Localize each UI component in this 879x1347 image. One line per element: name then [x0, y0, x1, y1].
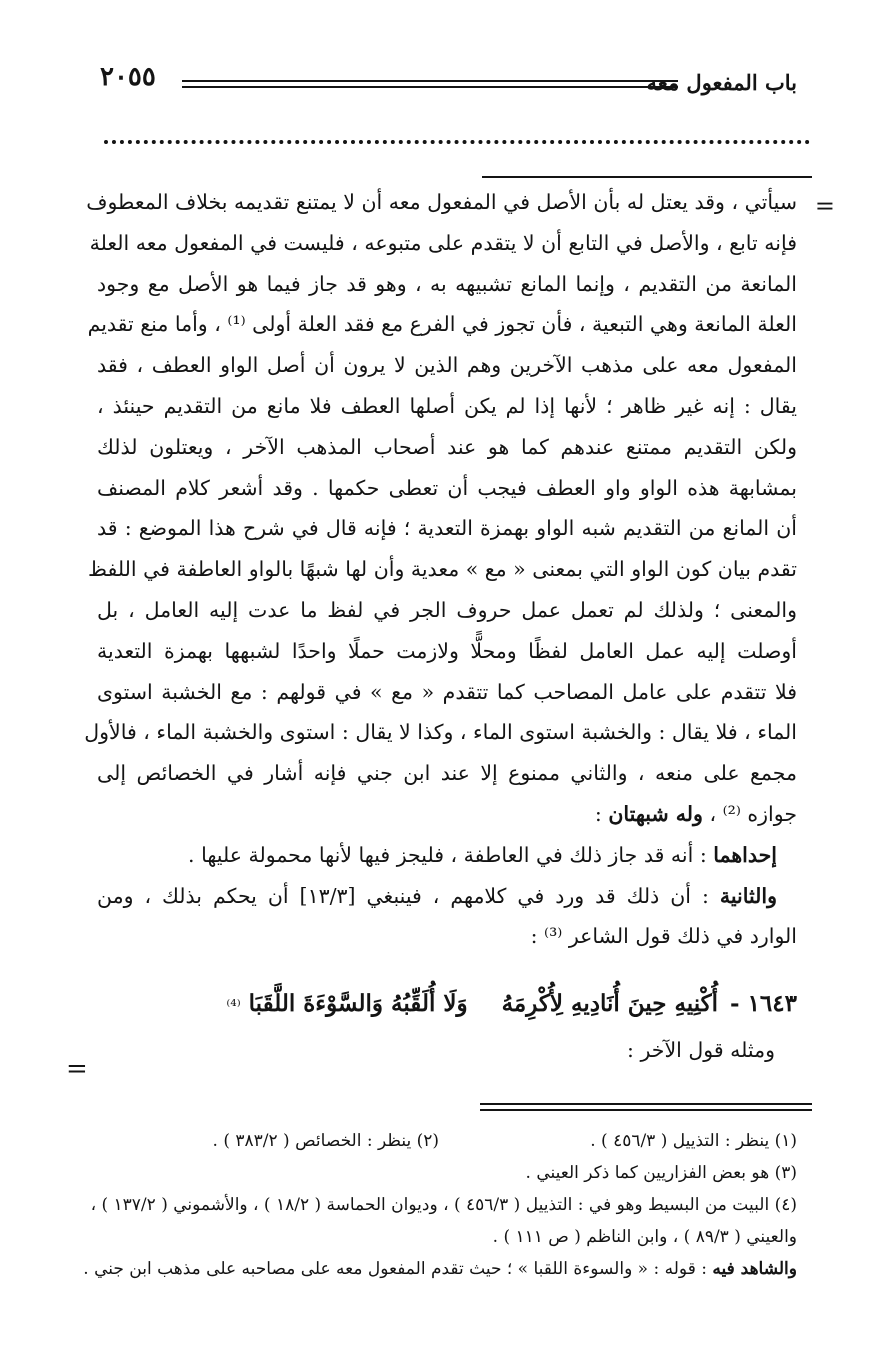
page-number: ٢٠٥٥ — [100, 62, 156, 92]
header-rule — [182, 80, 678, 82]
body-text-run: جوازه ⁽²⁾ ، — [702, 801, 797, 826]
bold-lead-word: والثانية — [719, 883, 777, 908]
body-line: المانعة من التقديم ، وإنما المانع تشبيهه به ، وهو قد جاز فيما هو الأصل مع وجود — [97, 271, 797, 296]
body-line: فلا تتقدم على عامل المصاحب كما تتقدم « مع » في قولهم : مع الخشبة استوى — [97, 679, 797, 704]
body-line: سيأتي ، وقد يعتل له بأن الأصل في المفعول معه أن لا يمتنع تقديمه بخلاف المعطوف — [86, 190, 797, 214]
body-line: ومثله قول الآخر : — [627, 1038, 775, 1062]
footnote-text-run: : قوله : « والسوءة اللقبا » ؛ حيث تقدم المفعول معه على مصاحبه على مذهب ابن جني . — [83, 1259, 713, 1279]
body-line: مجمع على منعه ، والثاني ممنوع إلا عند ابن جني فإنه أشار في الخصائص إلى — [97, 761, 797, 786]
continuation-rule — [482, 176, 812, 178]
bold-phrase: وله شبهتان — [608, 801, 703, 826]
footnote-2: (٢) ينظر : الخصائص ( ٣٨٣/٢ ) . — [212, 1131, 439, 1151]
verse-second-hemistich: وَلَا أُلَقِّبُهُ وَالسَّوْءَةَ اللَّقَبَا — [248, 990, 468, 1017]
body-line: العلة المانعة وهي التبعية ، فأن تجوز في الفرع مع فقد العلة أولى ⁽¹⁾ ، وأما منع تقديم — [87, 312, 797, 337]
body-line: بمشابهة هذه الواو واو العطف فيجب أن تعطى حكمها . وقد أشعر كلام المصنف — [97, 475, 797, 500]
dotted-separator — [104, 140, 810, 144]
bold-lead-word: والشاهد فيه — [712, 1259, 797, 1279]
body-text — [84, 182, 797, 957]
body-line: أوصلت إليه عمل العامل لفظًا ومحلًّا ولازمت حملًا واحدًا لشبهها بهمزة التعدية — [97, 638, 797, 663]
footnote-3: (٣) هو بعض الفزاريين كما ذكر العيني . — [525, 1163, 797, 1183]
footnote-witness — [83, 1254, 797, 1284]
verse-first-hemistich: أُكْنِيهِ حِينَ أُنَادِيهِ لِأُكْرِمَهُ — [501, 990, 719, 1017]
body-line: الوارد في ذلك قول الشاعر ⁽³⁾ : — [530, 924, 797, 949]
continuation-mark: = — [814, 192, 835, 220]
continuation-mark-bottom: = — [66, 1054, 88, 1084]
body-text-run: : أن ذلك قد ورد في كلامهم ، فينبغي [١٣/٣] أن يحكم بذلك ، ومن — [97, 883, 720, 908]
body-line: ولكن التقديم ممتنع عندهم كما هو عند أصحاب المذهب الآخر ، ويعتلون لذلك — [97, 434, 797, 459]
body-line: الماء ، فلا يقال : والخشبة استوى الماء ، وكذا لا يقال : استوى والخشبة الماء ، فالأول — [84, 720, 797, 745]
footnote-rule-double — [480, 1109, 812, 1111]
body-line: يقال : إنه غير ظاهر ؛ لأنها إذا لم يكن أصلها العطف فلا مانع من التقديم حينئذ ، — [97, 393, 797, 418]
paragraph-second-doubt — [97, 876, 797, 917]
footnote-1: (١) ينظر : التذييل ( ٤٥٦/٣ ) . — [590, 1131, 797, 1151]
footnote-rule — [480, 1103, 812, 1105]
verse-number: ١٦٤٣ - — [730, 990, 797, 1017]
header-rule-double — [182, 86, 678, 88]
body-text-run: : أنه قد جاز ذلك في العاطفة ، فليجز فيها لأنها محمولة عليها . — [188, 842, 714, 867]
footnote-4: (٤) البيت من البسيط وهو في : التذييل ( ٤٥٦/٣ ) ، وديوان الحماسة ( ١٨/٢ ) ، والأشموني ( ١٣٧/٢ ) ، — [90, 1195, 797, 1215]
body-line-last — [97, 794, 797, 835]
running-header-title: باب المفعول معه — [646, 70, 797, 95]
body-line: أن المانع من التقديم شبه الواو بهمزة التعدية ؛ فإنه قال في شرح هذا الموضع : قد — [97, 516, 797, 541]
body-line: والمعنى ؛ ولذلك لم تعمل عمل حروف الجر في لفظ ما عدت إليه العامل ، بل — [97, 597, 797, 622]
paragraph-first-doubt — [97, 835, 797, 876]
body-line: فإنه تابع ، والأصل في التابع أن لا يتقدم على متبوعه ، فليست في المفعول معه العلة — [89, 230, 797, 255]
body-line: تقدم بيان كون الواو التي بمعنى « مع » معدية وأن لها شبهًا بالواو العاطفة في اللفظ — [88, 557, 797, 582]
footnote-4-continued: والعيني ( ٨٩/٣ ) ، وابن الناظم ( ص ١١١ ) . — [492, 1227, 797, 1247]
body-text-run: : — [594, 801, 609, 826]
verse-line — [97, 990, 797, 1017]
verse-footnote-ref: ⁽⁴⁾ — [226, 996, 241, 1015]
body-line: المفعول معه على مذهب الآخرين وهم الذين لا يرون أن أصل الواو العطف ، فقد — [97, 353, 797, 378]
bold-lead-word: إحداهما — [713, 842, 777, 867]
